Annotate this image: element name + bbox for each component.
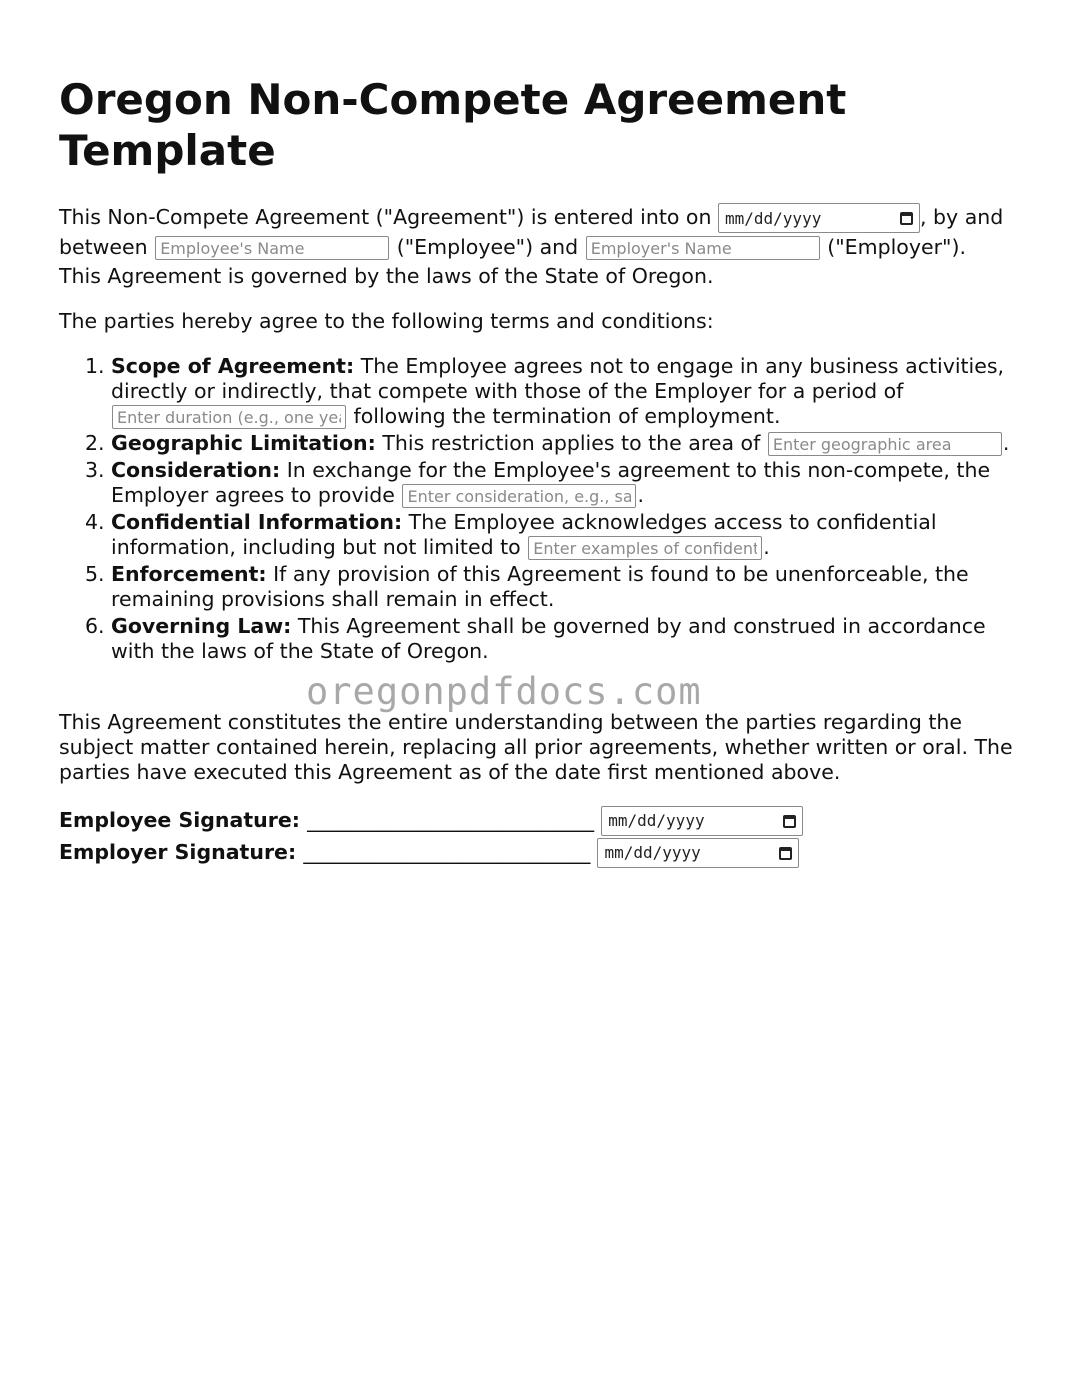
term-item <box>59 510 1014 560</box>
employee-signature-line[interactable]: ____________________________ <box>307 808 595 832</box>
employer-signature-label: Employer Signature: <box>59 840 297 864</box>
duration-input[interactable] <box>112 405 346 429</box>
term-text-after: . <box>1002 431 1010 455</box>
terms-intro: The parties hereby agree to the following terms and conditions: <box>59 309 714 333</box>
term-number: 2. <box>85 431 105 455</box>
employee-signature-label: Employee Signature: <box>59 808 300 832</box>
employer-date-input[interactable] <box>597 838 799 868</box>
confidential-info-input[interactable] <box>528 536 762 560</box>
term-text: The Employee acknowledges access to confidential information, including but not limited to <box>111 510 937 559</box>
term-text: The Employee agrees not to engage in any business activities, directly or indirectly, that compete with those of the Employer for a period of <box>111 354 1005 403</box>
employee-date-input[interactable] <box>601 806 803 836</box>
employee-name-input[interactable] <box>155 236 389 260</box>
consideration-input[interactable] <box>402 484 636 508</box>
term-number: 1. <box>85 354 105 378</box>
employee-date-value: mm/dd/yyyy <box>608 811 705 830</box>
term-text-after: following the termination of employment. <box>353 404 781 428</box>
term-heading: Governing Law: <box>111 614 292 638</box>
terms-list <box>59 354 1014 666</box>
closing-paragraph: This Agreement constitutes the entire understanding between the parties regarding the subject matter contained herein, replacing all prior agreements, whether written or oral. The parties have executed this Agreement as of the date first mentioned above. <box>59 710 1013 784</box>
intro-text-2: , by and between <box>59 205 1004 259</box>
employee-signature-row <box>59 805 803 836</box>
employer-signature-row <box>59 837 799 868</box>
term-item <box>59 614 1014 664</box>
calendar-icon[interactable] <box>779 847 792 860</box>
employer-signature-line[interactable]: ____________________________ <box>303 840 591 864</box>
term-item <box>59 431 1014 456</box>
term-heading: Scope of Agreement: <box>111 354 355 378</box>
term-item <box>59 354 1014 429</box>
term-text: In exchange for the Employee's agreement to this non-compete, the Employer agrees to provide <box>111 458 991 507</box>
term-heading: Confidential Information: <box>111 510 403 534</box>
term-text: This Agreement shall be governed by and construed in accordance with the laws of the State of Oregon. <box>111 614 986 663</box>
term-number: 6. <box>85 614 105 638</box>
term-heading: Geographic Limitation: <box>111 431 376 455</box>
agreement-date-value: mm/dd/yyyy <box>725 208 822 228</box>
term-item <box>59 458 1014 508</box>
calendar-icon[interactable] <box>783 815 796 828</box>
calendar-icon[interactable] <box>900 212 913 225</box>
term-heading: Consideration: <box>111 458 281 482</box>
intro-text-1: This Non-Compete Agreement ("Agreement") is entered into on <box>59 205 712 229</box>
term-text: If any provision of this Agreement is found to be unenforceable, the remaining provisions shall remain in effect. <box>111 562 969 611</box>
term-number: 3. <box>85 458 105 482</box>
term-number: 5. <box>85 562 105 586</box>
term-text: This restriction applies to the area of <box>375 431 761 455</box>
term-item <box>59 562 1014 612</box>
geographic-area-input[interactable] <box>768 432 1002 456</box>
watermark: oregonpdfdocs.com <box>306 670 702 713</box>
term-number: 4. <box>85 510 105 534</box>
employer-date-value: mm/dd/yyyy <box>604 843 701 862</box>
page-title: Oregon Non-Compete Agreement Template <box>59 75 847 175</box>
intro-paragraph <box>59 203 1009 291</box>
term-heading: Enforcement: <box>111 562 267 586</box>
intro-text-3: ("Employee") and <box>396 235 579 259</box>
employer-name-input[interactable] <box>586 236 820 260</box>
term-text-after: . <box>763 535 770 559</box>
intro-text-4: ("Employer"). This Agreement is governed by the laws of the State of Oregon. <box>59 235 966 288</box>
agreement-date-input[interactable] <box>718 203 920 233</box>
term-text-after: . <box>637 483 644 507</box>
